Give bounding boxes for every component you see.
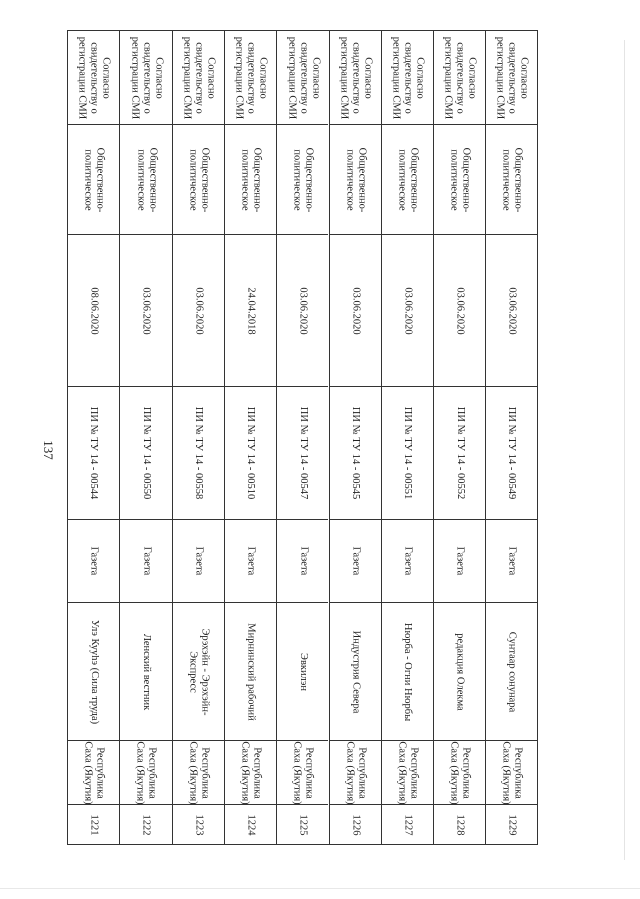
cell-region	[120, 740, 171, 804]
cell-reg-no-text: ПИ № ТУ 14 - 00547	[297, 406, 309, 500]
cell-date	[68, 234, 119, 386]
cell-title-text: Улэ Кууhэ (Сила труда)	[88, 619, 100, 724]
cell-note-text: Согласно свидетельству о регистрации СМИ	[494, 36, 530, 119]
cell-specialization-text: Общественно- политическое	[82, 147, 106, 212]
table-row	[172, 31, 224, 844]
cell-num-text: 1221	[88, 814, 100, 835]
cell-reg-no	[68, 386, 119, 519]
table-row	[381, 31, 433, 844]
cell-reg-no-text: ПИ № ТУ 14 - 00549	[506, 406, 518, 500]
cell-type-text: Газета	[193, 546, 205, 576]
cell-title-text: Нюрба - Огни Нюрбы	[402, 622, 414, 721]
table-row	[433, 31, 485, 844]
cell-type-text: Газета	[88, 546, 100, 576]
cell-title	[330, 602, 381, 740]
cell-date	[277, 234, 328, 386]
cell-date-text: 03.06.2020	[140, 286, 152, 335]
cell-reg-no-text: ПИ № ТУ 14 - 00545	[350, 406, 362, 500]
cell-region-text: Республика Саха (Якутия)	[344, 740, 368, 805]
cell-num-text: 1225	[297, 814, 309, 835]
cell-title	[382, 602, 433, 740]
cell-date-text: 03.06.2020	[506, 286, 518, 335]
cell-num	[225, 804, 276, 844]
cell-reg-no-text: ПИ № ТУ 14 - 00552	[454, 406, 466, 500]
scan-bottom-edge	[0, 888, 640, 889]
cell-specialization-text: Общественно- политическое	[187, 147, 211, 212]
cell-specialization	[330, 124, 381, 234]
cell-date	[173, 234, 224, 386]
cell-type-text: Газета	[454, 546, 466, 576]
cell-num	[120, 804, 171, 844]
cell-type-text: Газета	[350, 546, 362, 576]
cell-date	[382, 234, 433, 386]
cell-specialization-text: Общественно- политическое	[134, 147, 158, 212]
cell-region	[382, 740, 433, 804]
cell-num-text: 1227	[402, 814, 414, 835]
cell-date	[486, 234, 536, 386]
cell-type	[382, 519, 433, 602]
cell-title-text: Индустрия Севера	[350, 630, 362, 713]
cell-date-text: 03.06.2020	[193, 286, 205, 335]
cell-note	[486, 31, 536, 124]
cell-type	[68, 519, 119, 602]
cell-title-text: Мирнинский рабочий	[245, 622, 257, 721]
cell-specialization	[173, 124, 224, 234]
cell-type	[434, 519, 485, 602]
cell-reg-no	[173, 386, 224, 519]
table-row	[67, 31, 119, 844]
cell-date-text: 08.06.2020	[88, 286, 100, 335]
cell-reg-no	[434, 386, 485, 519]
cell-num	[486, 804, 536, 844]
cell-date	[120, 234, 171, 386]
cell-note-text: Согласно свидетельству о регистрации СМИ	[285, 36, 321, 119]
cell-note-text: Согласно свидетельству о регистрации СМИ	[76, 36, 112, 119]
cell-region	[486, 740, 536, 804]
cell-num	[68, 804, 119, 844]
table-row	[224, 31, 276, 844]
table-row	[119, 31, 171, 844]
cell-title-text: редакция Олекма	[454, 632, 466, 711]
table-row	[329, 31, 381, 844]
cell-num-text: 1223	[193, 814, 205, 835]
cell-type-text: Газета	[506, 546, 518, 576]
cell-region-text: Республика Саха (Якутия)	[448, 740, 472, 805]
cell-region-text: Республика Саха (Якутия)	[291, 740, 315, 805]
cell-reg-no-text: ПИ № ТУ 14 - 00544	[88, 406, 100, 500]
cell-num-text: 1228	[454, 814, 466, 835]
cell-num	[277, 804, 328, 844]
cell-reg-no	[486, 386, 536, 519]
cell-specialization	[120, 124, 171, 234]
cell-region-text: Республика Саха (Якутия)	[187, 740, 211, 805]
cell-note	[277, 31, 328, 124]
cell-note-text: Согласно свидетельству о регистрации СМИ	[442, 36, 478, 119]
cell-specialization	[68, 124, 119, 234]
cell-region-text: Республика Саха (Якутия)	[396, 740, 420, 805]
cell-specialization-text: Общественно- политическое	[448, 147, 472, 212]
cell-date-text: 03.06.2020	[350, 286, 362, 335]
cell-type-text: Газета	[402, 546, 414, 576]
cell-region	[330, 740, 381, 804]
cell-num-text: 1226	[350, 814, 362, 835]
cell-region-text: Республика Саха (Якутия)	[239, 740, 263, 805]
cell-note-text: Согласно свидетельству о регистрации СМИ	[181, 36, 217, 119]
cell-region	[225, 740, 276, 804]
cell-specialization	[225, 124, 276, 234]
cell-type-text: Газета	[297, 546, 309, 576]
table-row	[485, 31, 537, 844]
cell-reg-no	[225, 386, 276, 519]
cell-date	[434, 234, 485, 386]
cell-num-text: 1224	[245, 814, 257, 835]
cell-title-text: Ленский вестник	[140, 633, 152, 710]
cell-num	[382, 804, 433, 844]
cell-title	[173, 602, 224, 740]
cell-title-text: Эвкилэн	[297, 652, 309, 691]
cell-note-text: Согласно свидетельству о регистрации СМИ	[338, 36, 374, 119]
cell-region	[434, 740, 485, 804]
cell-num	[434, 804, 485, 844]
cell-note	[434, 31, 485, 124]
cell-title	[434, 602, 485, 740]
cell-note-text: Согласно свидетельству о регистрации СМИ	[128, 36, 164, 119]
cell-type	[330, 519, 381, 602]
cell-date	[225, 234, 276, 386]
cell-specialization	[277, 124, 328, 234]
cell-note-text: Согласно свидетельству о регистрации СМИ	[390, 36, 426, 119]
cell-type	[173, 519, 224, 602]
cell-note	[173, 31, 224, 124]
cell-specialization-text: Общественно- политическое	[500, 147, 524, 212]
cell-region	[173, 740, 224, 804]
cell-specialization	[382, 124, 433, 234]
registry-table	[67, 30, 538, 845]
cell-date-text: 24.04.2018	[245, 286, 257, 335]
cell-specialization	[486, 124, 536, 234]
cell-title	[277, 602, 328, 740]
cell-note-text: Согласно свидетельству о регистрации СМИ	[233, 36, 269, 119]
cell-reg-no	[277, 386, 328, 519]
cell-region-text: Республика Саха (Якутия)	[134, 740, 158, 805]
cell-reg-no-text: ПИ № ТУ 14 - 00558	[193, 406, 205, 500]
cell-title	[68, 602, 119, 740]
cell-date	[330, 234, 381, 386]
cell-reg-no	[330, 386, 381, 519]
page-number: 137	[41, 440, 56, 460]
cell-type	[486, 519, 536, 602]
cell-note	[68, 31, 119, 124]
cell-specialization-text: Общественно- политическое	[291, 147, 315, 212]
cell-title-text: Сунтаар сонунара	[506, 631, 518, 712]
cell-num-text: 1222	[140, 814, 152, 835]
cell-title	[225, 602, 276, 740]
cell-region-text: Республика Саха (Якутия)	[500, 740, 524, 805]
cell-title	[486, 602, 536, 740]
cell-reg-no	[382, 386, 433, 519]
cell-reg-no-text: ПИ № ТУ 14 - 00551	[402, 406, 414, 500]
cell-note	[382, 31, 433, 124]
cell-num-text: 1229	[506, 814, 518, 835]
cell-note	[120, 31, 171, 124]
cell-reg-no-text: ПИ № ТУ 14 - 00550	[140, 406, 152, 500]
cell-type-text: Газета	[140, 546, 152, 576]
cell-date-text: 03.06.2020	[402, 286, 414, 335]
cell-specialization-text: Общественно- политическое	[239, 147, 263, 212]
cell-region-text: Республика Саха (Якутия)	[82, 740, 106, 805]
cell-date-text: 03.06.2020	[297, 286, 309, 335]
cell-reg-no	[120, 386, 171, 519]
cell-specialization	[434, 124, 485, 234]
scan-edge	[624, 40, 625, 860]
cell-title	[120, 602, 171, 740]
cell-title-text: Эрэхэйн - Эрэхэйн- Экспресс	[187, 627, 211, 716]
cell-type	[225, 519, 276, 602]
cell-note	[225, 31, 276, 124]
cell-reg-no-text: ПИ № ТУ 14 - 00510	[245, 406, 257, 500]
cell-type	[277, 519, 328, 602]
cell-date-text: 03.06.2020	[454, 286, 466, 335]
cell-note	[330, 31, 381, 124]
cell-type-text: Газета	[245, 546, 257, 576]
cell-num	[330, 804, 381, 844]
cell-type	[120, 519, 171, 602]
cell-num	[173, 804, 224, 844]
cell-region	[68, 740, 119, 804]
table-row	[276, 31, 328, 844]
cell-specialization-text: Общественно- политическое	[396, 147, 420, 212]
cell-region	[277, 740, 328, 804]
cell-specialization-text: Общественно- политическое	[344, 147, 368, 212]
